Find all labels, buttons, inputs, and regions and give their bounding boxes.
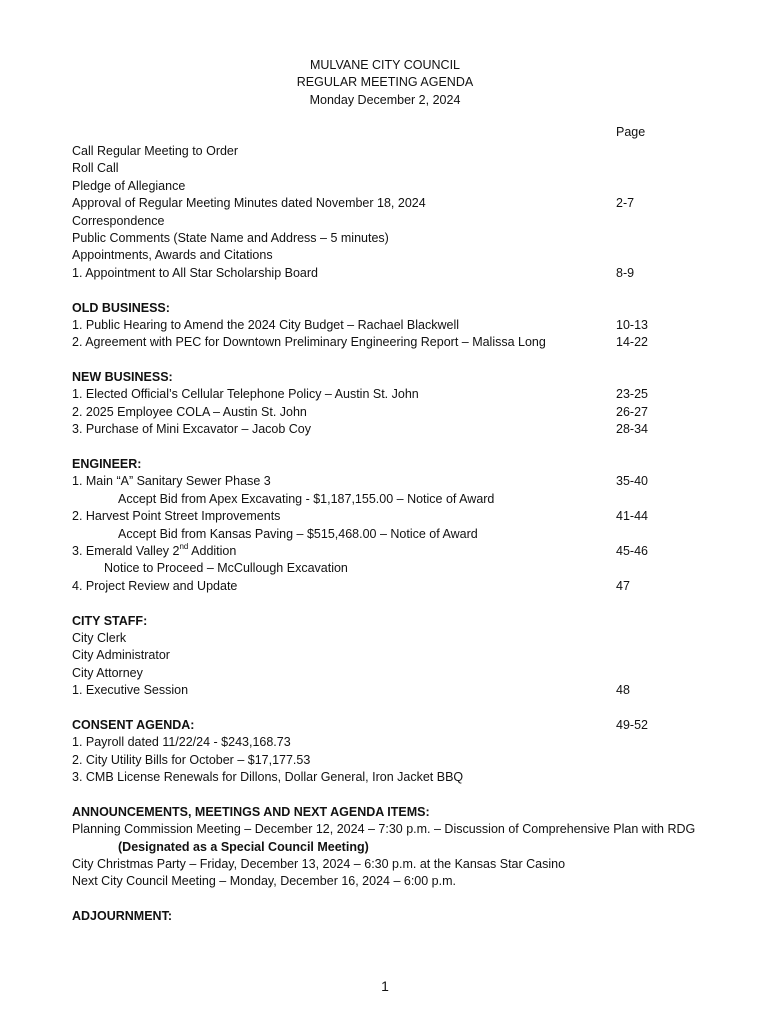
item-text: 1. Payroll dated 11/22/24 - $243,168.73 [72, 735, 291, 750]
item-text: Roll Call [72, 161, 119, 176]
item-page: 28-34 [616, 422, 648, 437]
item-text: Approval of Regular Meeting Minutes dated November 18, 2024 [72, 196, 426, 211]
item-text: Pledge of Allegiance [72, 178, 186, 193]
meeting-date: Monday December 2, 2024 [309, 92, 461, 107]
item-text: 4. Project Review and Update [72, 578, 238, 593]
item-text: 3. CMB License Renewals for Dillons, Dollar General, Iron Jacket BBQ [72, 770, 464, 785]
item-page: 23-25 [616, 387, 648, 402]
item-text: Call Regular Meeting to Order [72, 144, 239, 158]
item-text: 3. Emerald Valley 2nd Addition [72, 541, 237, 558]
section-heading: ENGINEER: [72, 457, 142, 472]
agenda-item [72, 334, 712, 351]
item-page: 2-7 [616, 196, 635, 211]
agenda-item [72, 230, 712, 247]
section-heading: ANNOUNCEMENTS, MEETINGS AND NEXT AGENDA ITEMS: [72, 804, 430, 819]
item-page: 8-9 [616, 265, 635, 280]
agenda-item [72, 752, 712, 769]
agenda-item [72, 473, 712, 490]
opening-section [72, 143, 712, 282]
item-text: 2. City Utility Bills for October – $17,177.53 [72, 752, 311, 767]
council-name: MULVANE CITY COUNCIL [309, 58, 461, 72]
item-text: 1. Elected Official’s Cellular Telephone Policy – Austin St. John [72, 387, 419, 402]
section-heading: CITY STAFF: [72, 613, 148, 628]
item-page: 10-13 [616, 317, 648, 332]
city-staff-section [72, 613, 712, 700]
agenda-item [72, 143, 712, 160]
item-text: 3. Purchase of Mini Excavator – Jacob Coy [72, 422, 312, 437]
page-column-header: Page [616, 125, 646, 139]
item-page: 45-46 [616, 543, 648, 558]
agenda-item [72, 769, 712, 786]
agenda-item [72, 404, 712, 421]
item-text: 2. 2025 Employee COLA – Austin St. John [72, 404, 307, 419]
section-heading: NEW BUSINESS: [72, 370, 173, 385]
section-heading [72, 717, 712, 734]
agenda-body [72, 143, 712, 926]
announcement-line: Next City Council Meeting – Monday, December 16, 2024 – 6:00 p.m. [72, 874, 456, 889]
item-page: 35-40 [616, 474, 648, 489]
page-number: 1 [381, 978, 389, 994]
agenda-item [72, 734, 712, 751]
agenda-subitem: Accept Bid from Apex Excavating - $1,187,155.00 – Notice of Award [118, 491, 495, 506]
agenda-item [72, 543, 712, 560]
announcement-note: (Designated as a Special Council Meeting) [118, 839, 369, 854]
item-text: 1. Main “A” Sanitary Sewer Phase 3 [72, 474, 271, 489]
item-page: 47 [616, 578, 630, 593]
agenda-item [72, 682, 712, 699]
item-page: 48 [616, 683, 630, 698]
agenda-item [72, 265, 712, 282]
announcement-line: Planning Commission Meeting – December 12, 2024 – 7:30 p.m. – Discussion of Comprehensive Plan with RDG [72, 822, 696, 837]
agenda-item [72, 421, 712, 438]
old-business-section [72, 300, 712, 352]
agenda-item [72, 386, 712, 403]
agenda-title: REGULAR MEETING AGENDA [296, 75, 474, 90]
agenda-item [72, 195, 712, 212]
engineer-section [72, 456, 712, 595]
item-page: 49-52 [616, 717, 648, 732]
item-text: Public Comments (State Name and Address – 5 minutes) [72, 230, 389, 245]
agenda-subitem: Notice to Proceed – McCullough Excavation [104, 561, 348, 576]
item-text: 1. Executive Session [72, 683, 189, 698]
agenda-item [72, 630, 712, 647]
agenda-item [72, 160, 712, 177]
item-text: Appointments, Awards and Citations [72, 248, 273, 263]
agenda-item [72, 647, 712, 664]
item-text: CONSENT AGENDA: [72, 717, 195, 732]
item-text: City Attorney [72, 665, 143, 680]
consent-agenda-section [72, 717, 712, 787]
announcements-section [72, 804, 712, 891]
item-text: City Administrator [72, 648, 170, 663]
agenda-item [72, 213, 712, 230]
item-page: 14-22 [616, 335, 648, 350]
item-text: 1. Appointment to All Star Scholarship Board [72, 265, 318, 280]
item-text: 2. Agreement with PEC for Downtown Preliminary Engineering Report – Malissa Long [72, 335, 546, 350]
section-heading: OLD BUSINESS: [72, 300, 170, 315]
agenda-item [72, 247, 712, 264]
agenda-subitem: Accept Bid from Kansas Paving – $515,468.00 – Notice of Award [118, 526, 478, 541]
item-text: 1. Public Hearing to Amend the 2024 City Budget – Rachael Blackwell [72, 317, 460, 332]
agenda-item [72, 178, 712, 195]
agenda-item [72, 317, 712, 334]
agenda-item [72, 665, 712, 682]
agenda-item [72, 508, 712, 525]
agenda-header [0, 57, 770, 109]
item-page: 41-44 [616, 509, 648, 524]
item-text: 2. Harvest Point Street Improvements [72, 509, 281, 524]
item-page: 26-27 [616, 404, 648, 419]
item-text: Correspondence [72, 213, 165, 228]
item-text: City Clerk [72, 630, 127, 645]
adjournment-heading: ADJOURNMENT: [72, 909, 172, 924]
announcement-line: City Christmas Party – Friday, December 13, 2024 – 6:30 p.m. at the Kansas Star Casino [72, 857, 566, 872]
new-business-section [72, 369, 712, 439]
agenda-item [72, 578, 712, 595]
